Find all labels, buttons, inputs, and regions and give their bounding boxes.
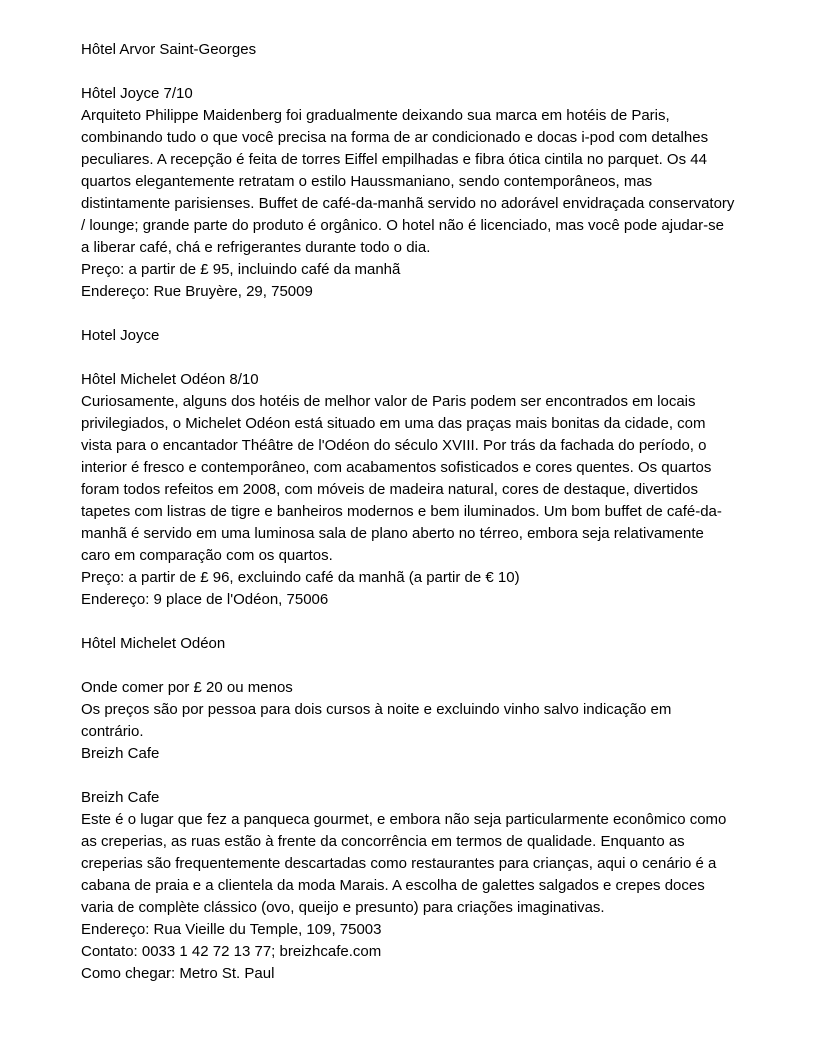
- breizh-cafe-directions: Como chegar: Metro St. Paul: [81, 965, 275, 982]
- breizh-cafe-description: Este é o lugar que fez a panqueca gourmet, e embora não seja particularmente econômico como as creperias, as ruas estão à frente da concorrência em termos de qualidade. Enquanto as creperias são frequentemente descartadas como restaurantes para crianças, aqui o cenário é a cabana de praia e a clientela da moda Marais. A escolha de galettes salgados e crepes doces varia de complète clássico (ovo, queijo e presunto) para criações imaginativas.: [81, 811, 731, 916]
- blank-line: [81, 303, 735, 325]
- hotel-michelet-heading: Hôtel Michelet Odéon 8/10: [81, 371, 259, 388]
- blank-line: [81, 611, 735, 633]
- hotel-joyce-description: Arquiteto Philippe Maidenberg foi gradualmente deixando sua marca em hotéis de Paris, combinando tudo o que você precisa na forma de ar condicionado e docas i-pod com detalhes peculiares. A recepção é feita de torres Eiffel empilhadas e fibra ótica cintila no parquet. Os 44 quartos elegantemente retratam o estilo Haussmaniano, sendo contemporâneos, mas distintamente parisienses. Buffet de café-da-manhã servido no adorável envidraçada conservatory / lounge; grande parte do produto é orgânico. O hotel não é licenciado, mas você pode ajudar-se a liberar café, chá e refrigerantes durante todo o dia.: [81, 107, 739, 256]
- hotel-joyce-caption: Hotel Joyce: [81, 327, 160, 344]
- hotel-joyce-address: Endereço: Rue Bruyère, 29, 75009: [81, 283, 313, 300]
- breizh-cafe-address: Endereço: Rua Vieille du Temple, 109, 75003: [81, 921, 382, 938]
- blank-line: [81, 655, 735, 677]
- hotel-michelet-description: Curiosamente, alguns dos hotéis de melhor valor de Paris podem ser encontrados em locais privilegiados, o Michelet Odéon está situado em uma das praças mais bonitas da cidade, com vista para o encantador Théâtre de l'Odéon do século XVIII. Por trás da fachada do período, o interior é fresco e contemporâneo, com acabamentos sofisticados e cores quentes. Os quartos foram todos refeitos em 2008, com móveis de madeira natural, cores de destaque, divertidos tapetes com listras de tigre e banheiros modernos e bem iluminados. Um bom buffet de café-da-manhã é servido em uma luminosa sala de plano aberto no térreo, embora seja relativamente caro em comparação com os quartos.: [81, 393, 722, 564]
- blank-line: [81, 347, 735, 369]
- breizh-cafe-contact: Contato: 0033 1 42 72 13 77; breizhcafe.com: [81, 943, 382, 960]
- breizh-cafe-name: Breizh Cafe: [81, 745, 160, 762]
- hotel-arvor-name: Hôtel Arvor Saint-Georges: [81, 41, 257, 58]
- eating-section-note: Os preços são por pessoa para dois cursos à noite e excluindo vinho salvo indicação em contrário.: [81, 701, 676, 740]
- hotel-michelet-address: Endereço: 9 place de l'Odéon, 75006: [81, 591, 329, 608]
- eating-section-heading: Onde comer por £ 20 ou menos: [81, 679, 293, 696]
- hotel-michelet-caption: Hôtel Michelet Odéon: [81, 635, 226, 652]
- hotel-joyce-heading: Hôtel Joyce 7/10: [81, 85, 193, 102]
- breizh-cafe-heading: Breizh Cafe: [81, 789, 160, 806]
- blank-line: [81, 61, 735, 83]
- hotel-joyce-price: Preço: a partir de £ 95, incluindo café da manhã: [81, 261, 401, 278]
- blank-line: [81, 765, 735, 787]
- hotel-michelet-price: Preço: a partir de £ 96, excluindo café da manhã (a partir de € 10): [81, 569, 520, 586]
